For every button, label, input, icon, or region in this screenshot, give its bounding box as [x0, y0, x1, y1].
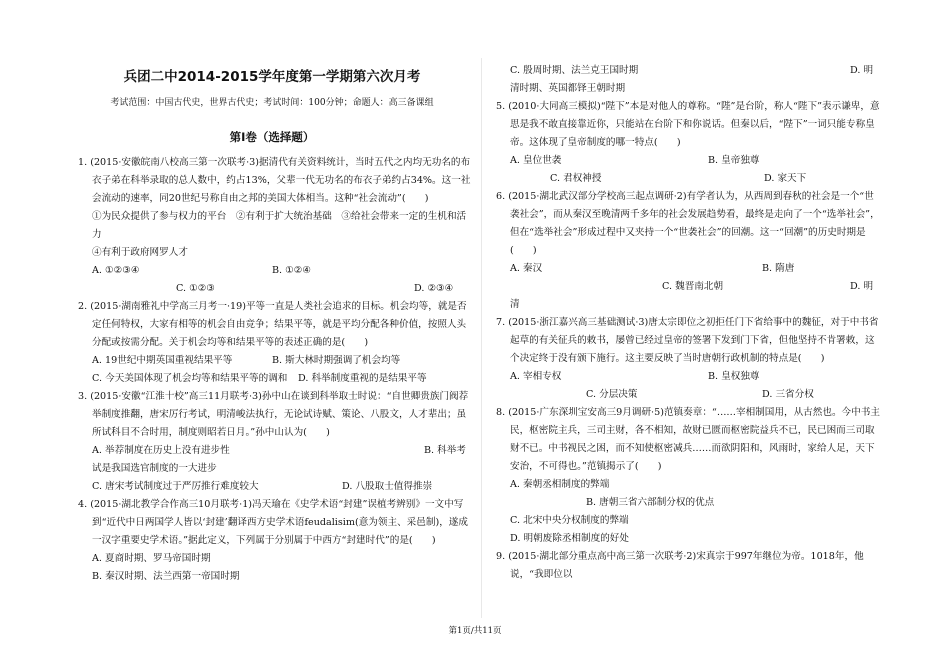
question-7-options-row1: [490, 368, 882, 386]
option-c[interactable]: C. 魏晋南北朝: [662, 281, 724, 292]
option-c[interactable]: C. 君权神授: [550, 173, 602, 184]
option-b[interactable]: B. 皇权独尊: [708, 371, 760, 382]
option-d[interactable]: D. 家天下: [764, 173, 807, 184]
question-8-stem: 8. (2015·广东深圳宝安高三9月调研·5)范镇奏章：“……宰相制国用，从古然也。今中书主民，枢密院主兵，三司主财，各不相知，故财已匮而枢密院益兵不已，民已困而三司取财不已。中书视民之困，而不知使枢密减兵……而欲阴阳和，风雨时，家给人足，天下安治，不可得也。”范镇揭示了( ): [496, 407, 880, 472]
question-6-options-row2: [490, 278, 882, 296]
option-b[interactable]: B. 隋唐: [762, 263, 795, 274]
option-d[interactable]: D. 明: [850, 281, 874, 292]
question-3: [72, 388, 472, 496]
option-b[interactable]: B. 科举考: [424, 445, 466, 456]
option-a[interactable]: A. 皇位世袭: [510, 155, 562, 166]
question-4-continued: [490, 62, 882, 98]
column-divider: [481, 58, 482, 618]
option-a[interactable]: A. 宰相专权: [510, 371, 562, 382]
question-7: [490, 314, 882, 404]
option-d[interactable]: D. ②③④: [414, 283, 454, 294]
option-a[interactable]: A. 夏商时期、罗马帝国时期: [92, 553, 211, 564]
question-5-stem: 5. (2010·大同高三模拟)“陛下”本是对他人的尊称。“陛”是台阶，称人“陛下”表示谦卑，意思是我不敢直接靠近你，只能站在台阶下和你说话。但秦以后，“陛下”一词只能专称皇帝。这体现了皇帝制度的哪一特点( ): [496, 101, 880, 148]
option-b[interactable]: B. 斯大林时期强调了机会均等: [272, 355, 401, 366]
exam-meta: 考试范围：中国古代史，世界古代史；考试时间：100分钟；命题人：高三备课组: [110, 98, 434, 108]
option-b[interactable]: B. 秦汉时期、法兰西第一帝国时期: [92, 571, 240, 582]
question-6-options-row1: [490, 260, 882, 278]
section-title: 第I卷（选择题）: [229, 130, 315, 144]
question-2-options-row1: [72, 352, 472, 370]
option-a[interactable]: A. 秦汉: [510, 263, 543, 274]
question-3-options-row1: [72, 442, 472, 460]
option-a[interactable]: A. 19世纪中期英国重视结果平等: [92, 355, 233, 366]
question-2: [72, 298, 472, 388]
question-5-options-row2: [490, 170, 882, 188]
left-column: [72, 66, 472, 586]
option-c[interactable]: C. 今天美国体现了机会均等和结果平等的调和: [92, 373, 288, 384]
question-1: [72, 154, 472, 298]
question-4-options-row2: [490, 62, 882, 80]
question-5: [490, 98, 882, 188]
right-column: [490, 62, 882, 584]
question-1-items: ①为民众提供了参与权力的平台 ②有利于扩大统治基础 ③给社会带来一定的生机和活力: [92, 211, 467, 240]
question-8: [490, 404, 882, 548]
option-d-continued: 清时期、英国都铎王朝时期: [510, 83, 626, 94]
option-a[interactable]: A. 举荐制度在历史上没有进步性: [92, 445, 230, 456]
question-1-options-row2: [72, 280, 472, 298]
option-b[interactable]: B. 唐朝三省六部制分权的优点: [586, 497, 715, 508]
option-d[interactable]: D. 明: [850, 65, 874, 76]
option-c[interactable]: C. 唐宋考试制度过于严厉推行难度较大: [92, 481, 259, 492]
question-9-stem: 9. (2015·湖北部分重点高中高三第一次联考·2)宋真宗于997年继位为帝。1018年，他说，“我即位以: [496, 551, 864, 580]
page-number: 第1页/共11页: [448, 626, 502, 636]
option-d[interactable]: D. 科举制度重视的是结果平等: [298, 373, 427, 384]
question-1-item4: ④有利于政府网罗人才: [92, 247, 188, 258]
option-d[interactable]: D. 明朝废除丞相制度的好处: [510, 533, 629, 544]
option-d[interactable]: D. 三省分权: [762, 389, 814, 400]
question-3-stem: 3. (2015·安徽“江淮十校”高三11月联考·3)孙中山在谈到科举取士时说：“自世卿贵族门阀荐举制度推翻，唐宋厉行考试，明清峻法执行，无论试诗赋、策论、八股文，人才辈出；虽所试科目不合时用，制度则昭若日月。”孙中山认为( ): [78, 391, 469, 438]
question-9: [490, 548, 882, 584]
question-6: [490, 188, 882, 314]
question-7-stem: 7. (2015·浙江嘉兴高三基础测试·3)唐太宗即位之初拒任门下省给事中的魏征，对于中书省起草的有关征兵的敕书，屡曾已经过皇帝的签署下发到门下省，但他坚持不肯署敕，这个决定终于没有颁下施行。这主要反映了当时唐朝行政机制的特点是( ): [496, 317, 879, 364]
option-b[interactable]: B. ①②④: [272, 265, 311, 276]
document-title: 兵团二中2014-2015学年度第一学期第六次月考: [123, 69, 421, 85]
option-b-continued: 试是我国选官制度的一大进步: [92, 463, 217, 474]
option-a[interactable]: A. 秦朝丞相制度的弊端: [510, 479, 610, 490]
option-d[interactable]: D. 八股取士值得推崇: [342, 481, 433, 492]
option-d-continued: 清: [510, 299, 520, 310]
question-1-stem: 1. (2015·安徽皖南八校高三第一次联考·3)据清代有关资料统计，当时五代之内均无功名的布衣子弟在科举录取的总人数中，约占13%，父辈一代无功名的布衣子弟约占34%。这一社会流动的速率，同20世纪号称自由之邦的美国大体相当。这种“社会流动”( ): [78, 157, 471, 204]
question-5-options-row1: [490, 152, 882, 170]
option-a[interactable]: A. ①②③④: [92, 265, 140, 276]
question-4-stem: 4. (2015·湖北教学合作高三10月联考·1)冯天瑜在《史学术语“封建”误植考辨别》一文中写到“近代中日两国学人皆以‘封建’翻译西方史学术语feudalisim(意为领主、采邑制)，遂成一汉字重要史学术语。”据此定义，下列属于分别属于中西方“封建时代”的是( ): [78, 499, 468, 546]
question-4: [72, 496, 472, 586]
option-c[interactable]: C. 北宋中央分权制度的弊端: [510, 515, 629, 526]
question-2-stem: 2. (2015·湖南雅礼中学高三月考一·19)平等一直是人类社会追求的目标。机会均等，就是否定任何特权，大家有相等的机会自由竞争；结果平等，就是平均分配各种价值，按照人头分配或按需分配。关于机会均等和结果平等的表述正确的是( ): [78, 301, 467, 348]
question-3-options-row2: [72, 478, 472, 496]
option-c[interactable]: C. ①②③: [176, 283, 215, 294]
option-b[interactable]: B. 皇帝独尊: [708, 155, 760, 166]
question-1-options-row1: [72, 262, 472, 280]
option-c[interactable]: C. 分层决策: [586, 389, 638, 400]
question-7-options-row2: [490, 386, 882, 404]
option-c[interactable]: C. 殷周时期、法兰克王国时期: [510, 65, 639, 76]
question-6-stem: 6. (2015·湖北武汉部分学校高三起点调研·2)有学者认为，从西周到春秋的社会是一个“世袭社会”，而从秦汉至晚清两千多年的社会发展趋势看，最终是走向了一个“选举社会”，但在“选举社会”形成过程中又夹持一个“世袭社会”的回潮。这一“回潮”的历史时期是( ): [496, 191, 880, 256]
question-2-options-row2: [72, 370, 472, 388]
